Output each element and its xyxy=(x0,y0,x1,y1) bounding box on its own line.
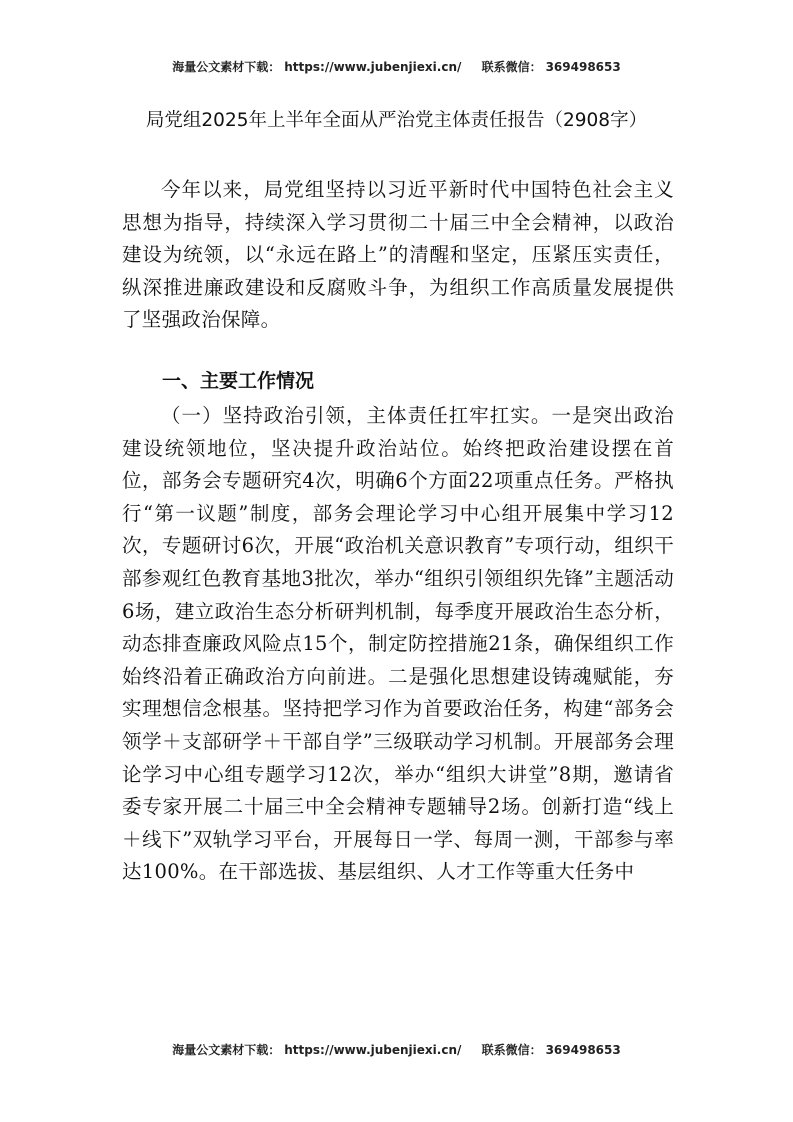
footer-download-label: 海量公文素材下载： xyxy=(172,1043,281,1057)
section-heading: 一、主要工作情况 xyxy=(162,370,315,392)
footer-wechat-id: 369498653 xyxy=(545,1043,621,1057)
intro-paragraph: 今年以来，局党组坚持以习近平新时代中国特色社会主义思想为指导，持续深入学习贯彻二十届三中全会精神，以政治建设为统领，以“永远在路上”的清醒和坚定，压紧压实责任，纵深推进廉政建设和反腐败斗争，为组织工作高质量发展提供了坚强政治保障。 xyxy=(122,178,674,332)
page-footer xyxy=(0,1041,793,1058)
header-wechat-id: 369498653 xyxy=(545,60,621,74)
footer-url-link[interactable]: https://www.jubenjiexi.cn/ xyxy=(284,1043,462,1057)
header-download-label: 海量公文素材下载： xyxy=(172,60,281,74)
header-url-link[interactable]: https://www.jubenjiexi.cn/ xyxy=(284,60,462,74)
page-header xyxy=(0,58,793,75)
header-contact-label: 联系微信： xyxy=(481,60,542,74)
main-paragraph: （一）坚持政治引领，主体责任扛牢扛实。一是突出政治建设统领地位，坚决提升政治站位。始终把政治建设摆在首位，部务会专题研究4次，明确6个方面22项重点任务。严格执行“第一议题”制度，部务会理论学习中心组开展集中学习12次，专题研讨6次，开展“政治机关意识教育”专项行动，组织干部参观红色教育基地3批次，举办“组织引领组织先锋”主题活动6场，建立政治生态分析研判机制，每季度开展政治生态分析，动态排查廉政风险点15个，制定防控措施21条，确保组织工作始终沿着正确政治方向前进。二是强化思想建设铸魂赋能，夯实理想信念根基。坚持把学习作为首要政治任务，构建“部务会领学＋支部研学＋干部自学”三级联动学习机制。开展部务会理论学习中心组专题学习12次，举办“组织大讲堂”8期，邀请省委专家开展二十届三中全会精神专题辅导2场。创新打造“线上＋线下”双轨学习平台，开展每日一学、每周一测，干部参与率达100%。在干部选拔、基层组织、人才工作等重大任务中 xyxy=(122,404,674,884)
document-title: 局党组2025年上半年全面从严治党主体责任报告（2908字） xyxy=(145,110,648,131)
footer-contact-label: 联系微信： xyxy=(481,1043,542,1057)
